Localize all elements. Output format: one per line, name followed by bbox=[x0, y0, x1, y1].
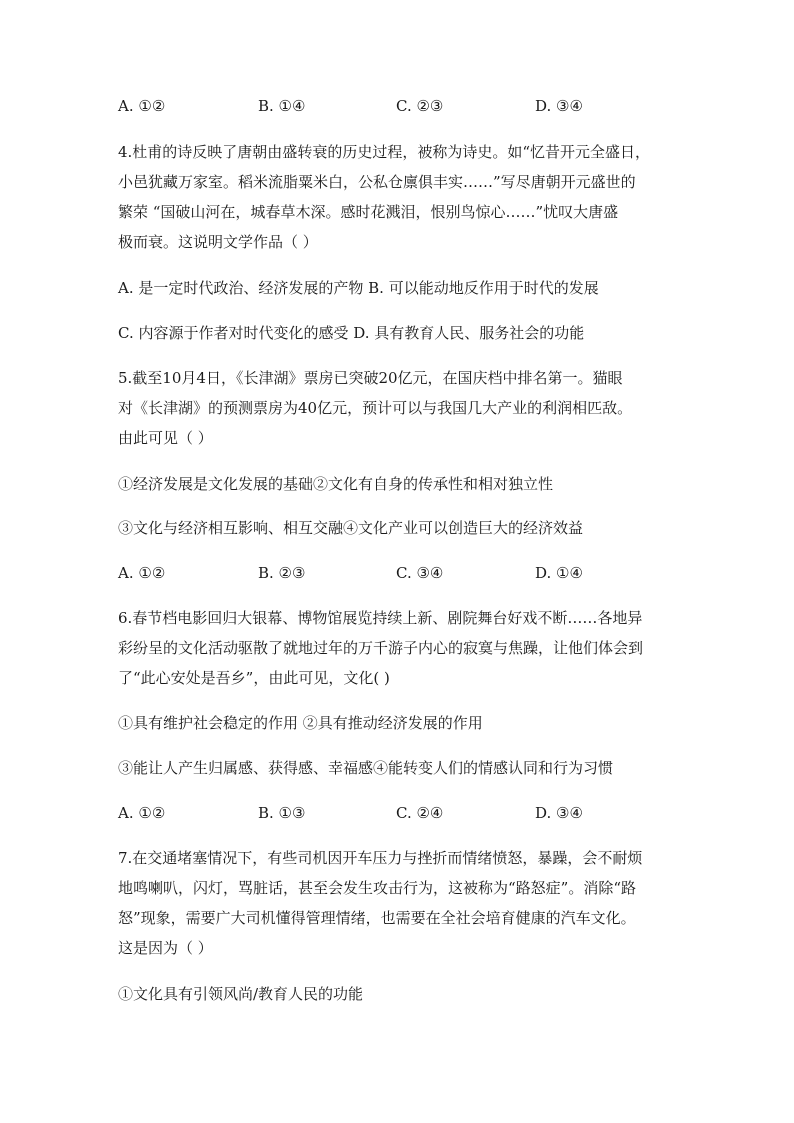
q4-options-ab: A. 是一定时代政治、经济发展的产物 B. 可以能动地反作用于时代的发展 bbox=[118, 279, 599, 297]
q5-stem-line-2: 对《长津湖》的预测票房为40亿元，预计可以与我国几大产业的利润相匹敌。 bbox=[118, 399, 633, 417]
q7-stem-line-1: 7.在交通堵塞情况下，有些司机因开车压力与挫折而情绪愤怒，暴躁，会不耐烦 bbox=[118, 849, 643, 867]
q5-option-d: D. ①④ bbox=[535, 564, 583, 582]
q6-option-c: C. ②④ bbox=[396, 804, 444, 822]
q6-statements-2: ③能让人产生归属感、获得感、幸福感④能转变人们的情感认同和行为习惯 bbox=[118, 759, 614, 777]
q6-option-b: B. ①③ bbox=[258, 804, 306, 822]
q3-option-d: D. ③④ bbox=[535, 97, 583, 115]
q7-statements-1: ①文化具有引领风尚/教育人民的功能 bbox=[118, 985, 364, 1003]
q4-stem-line-3: 繁荣 “国破山河在，城春草木深。感时花溅泪，恨别鸟惊心……”忧叹大唐盛 bbox=[118, 203, 619, 221]
q6-option-a: A. ①② bbox=[118, 804, 166, 822]
q3-option-b: B. ①④ bbox=[258, 97, 306, 115]
q4-options-cd: C. 内容源于作者对时代变化的感受 D. 具有教育人民、服务社会的功能 bbox=[118, 324, 585, 342]
q5-stem-line-1: 5.截至10月4日，《长津湖》票房已突破20亿元，在国庆档中排名第一。猫眼 bbox=[118, 369, 623, 387]
q7-stem-line-2: 地鸣喇叭，闪灯，骂脏话，甚至会发生攻击行为，这被称为“路怒症”。消除“路 bbox=[118, 879, 637, 897]
q5-option-b: B. ②③ bbox=[258, 564, 306, 582]
q5-option-c: C. ③④ bbox=[396, 564, 444, 582]
q5-statements-2: ③文化与经济相互影响、相互交融④文化产业可以创造巨大的经济效益 bbox=[118, 519, 584, 537]
q4-stem-line-4: 极而衰。这说明文学作品（ ） bbox=[118, 233, 318, 251]
q6-statements-1: ①具有维护社会稳定的作用 ②具有推动经济发展的作用 bbox=[118, 714, 483, 732]
q3-option-a: A. ①② bbox=[118, 97, 166, 115]
q4-stem-line-2: 小邑犹藏万家室。稻米流脂粟米白，公私仓廪俱丰实……”写尽唐朝开元盛世的 bbox=[118, 173, 636, 191]
q7-stem-line-3: 怒”现象，需要广大司机懂得管理情绪，也需要在全社会培育健康的汽车文化。 bbox=[118, 909, 636, 927]
q6-stem-line-1: 6.春节档电影回归大银幕、博物馆展览持续上新、剧院舞台好戏不断……各地异 bbox=[118, 609, 643, 627]
q5-statements-1: ①经济发展是文化发展的基础②文化有自身的传承性和相对独立性 bbox=[118, 475, 554, 493]
q5-option-a: A. ①② bbox=[118, 564, 166, 582]
q6-stem-line-3: 了“此心安处是吾乡”，由此可见，文化( ) bbox=[118, 669, 390, 687]
q4-stem-line-1: 4.杜甫的诗反映了唐朝由盛转衰的历史过程，被称为诗史。如“忆昔开元全盛日， bbox=[118, 143, 650, 161]
q3-option-c: C. ②③ bbox=[396, 97, 444, 115]
q7-stem-line-4: 这是因为（ ） bbox=[118, 939, 213, 957]
q5-stem-line-3: 由此可见（ ） bbox=[118, 429, 213, 447]
q6-option-d: D. ③④ bbox=[535, 804, 583, 822]
q6-stem-line-2: 彩纷呈的文化活动驱散了就地过年的万千游子内心的寂寞与焦躁，让他们体会到 bbox=[118, 639, 644, 657]
